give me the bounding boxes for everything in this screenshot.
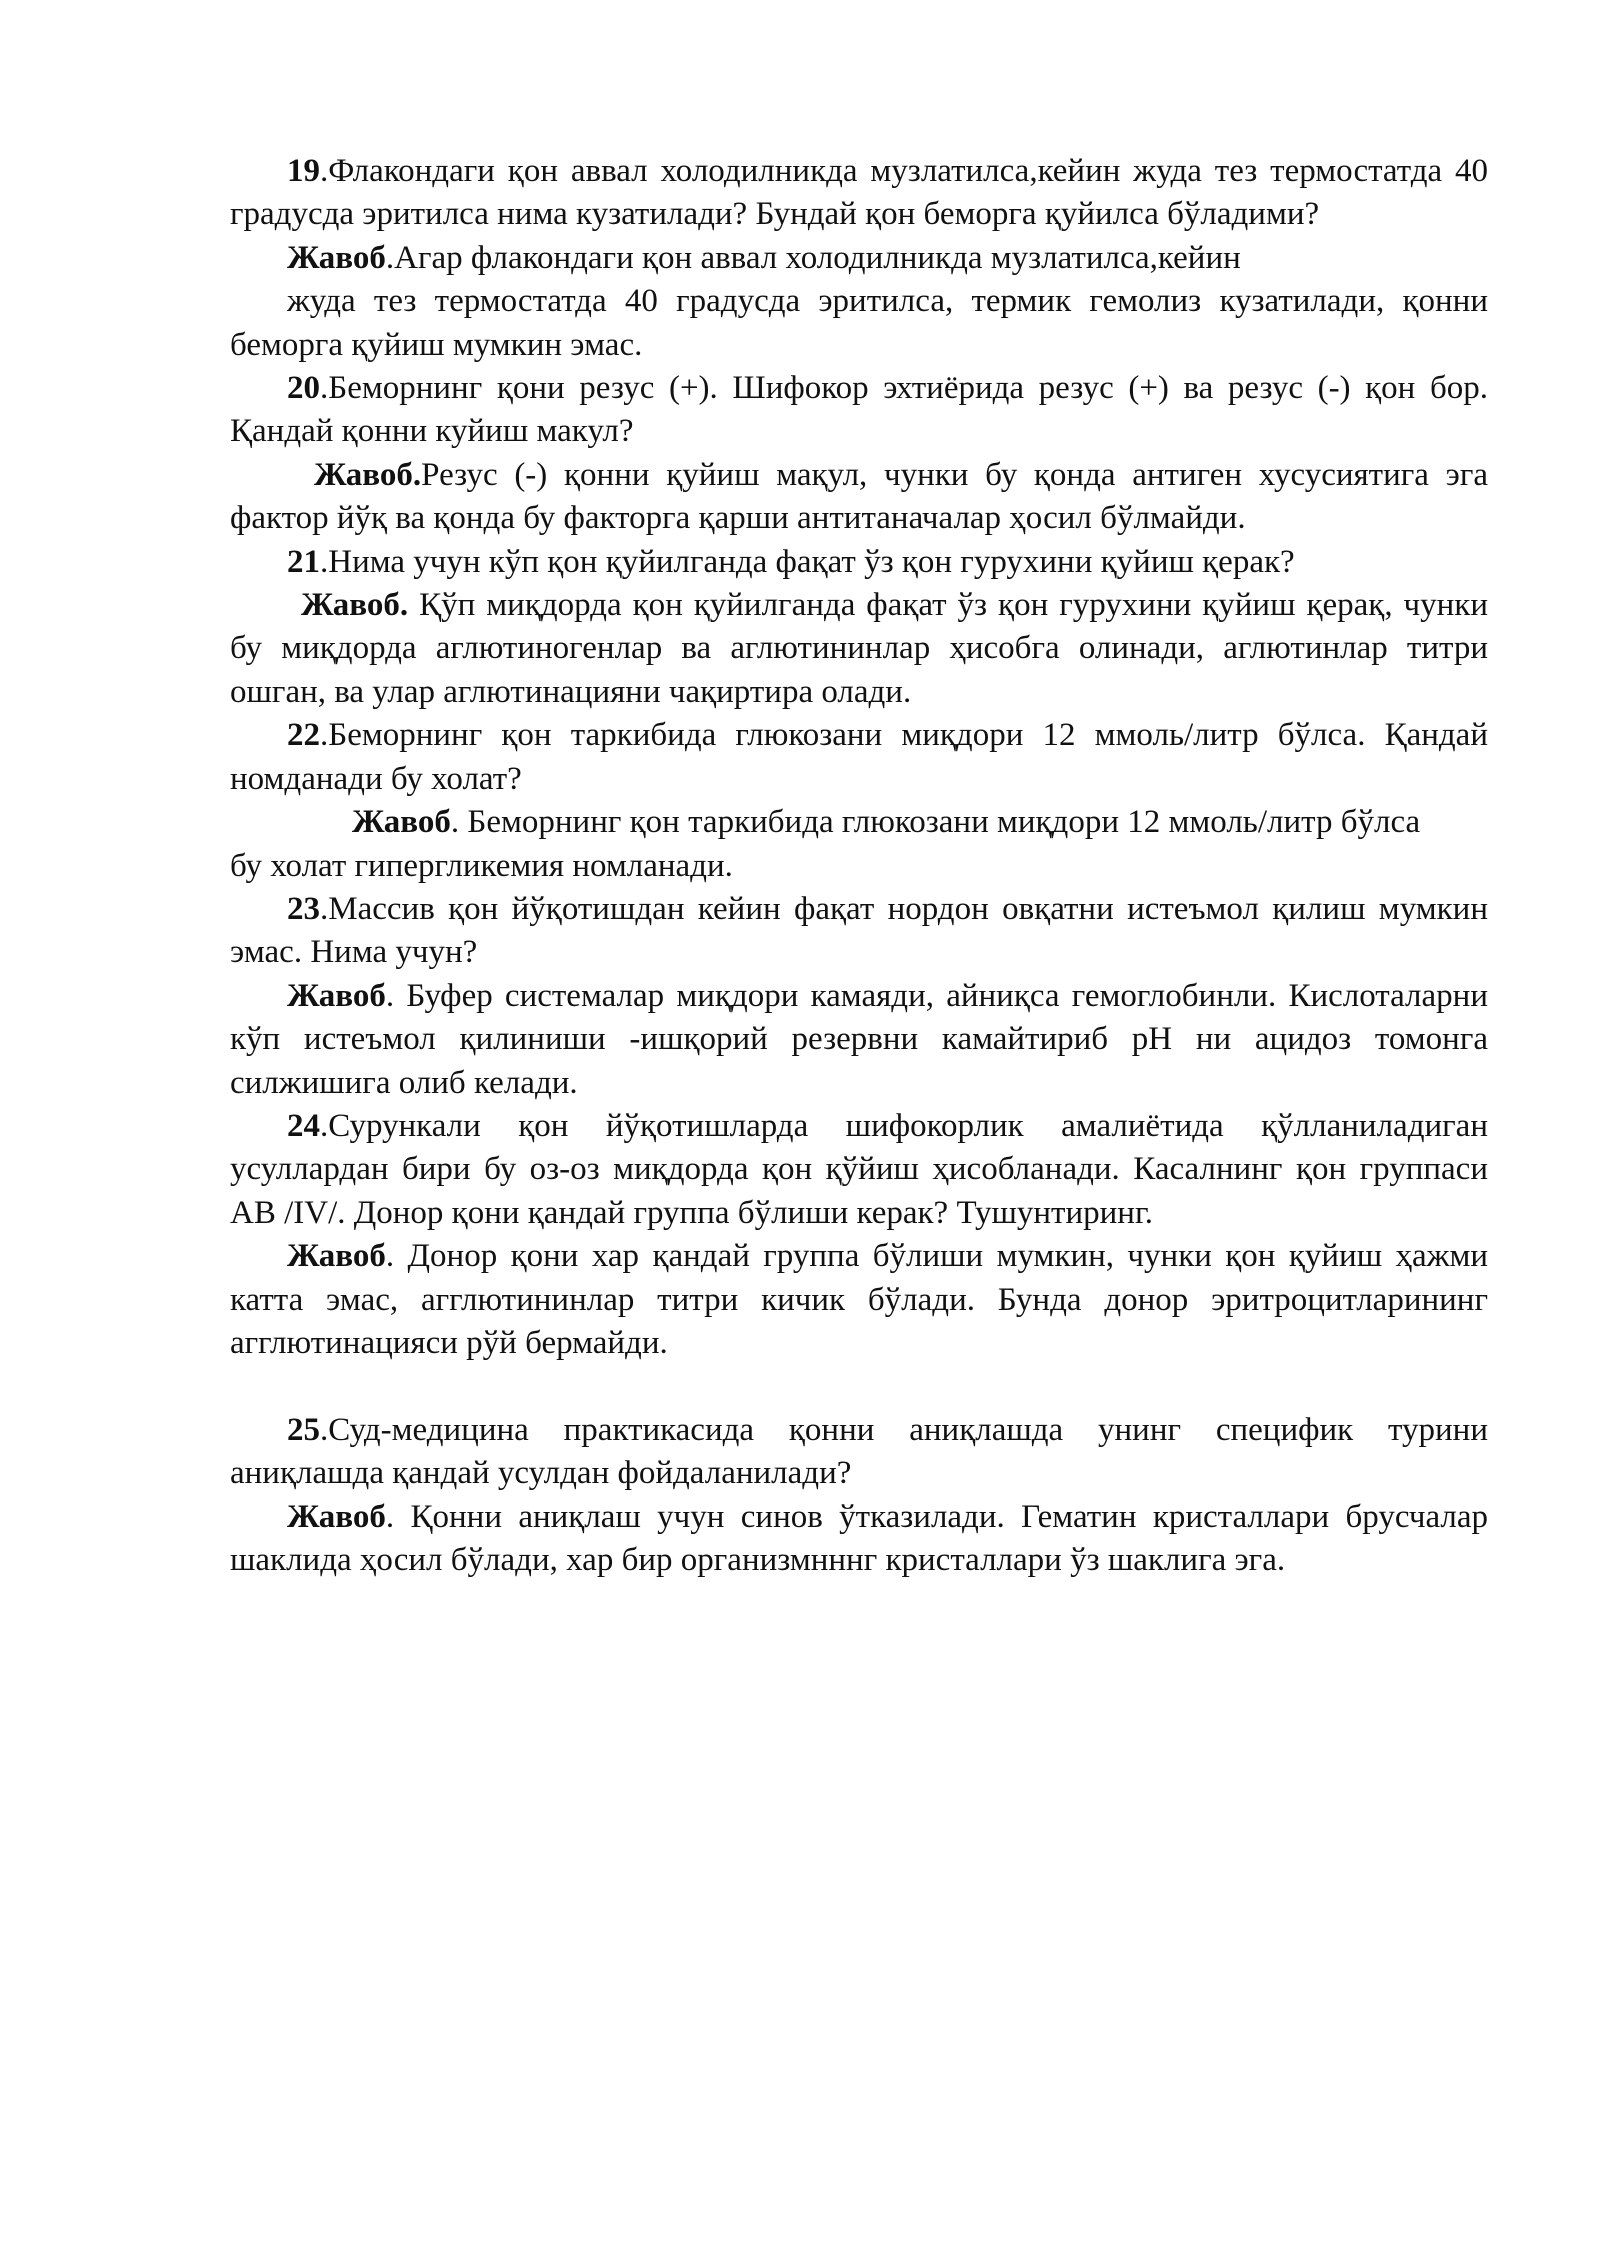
- answer-21: [230, 584, 1488, 714]
- answer-text: . Қонни аниқлаш учун синов ўтказилади. Гематин кристаллари брусчалар шаклида ҳосил бўлади, хар бир организмнннг кристаллари ўз шаклига эга.: [230, 1498, 1488, 1578]
- question-text: .Нима учун кўп қон қуйилганда фақат ўз қон гурухини қуйиш қерак?: [320, 543, 1295, 580]
- blank-line: [230, 1365, 1488, 1408]
- answer-label: Жавоб: [287, 239, 386, 276]
- question-19: [230, 150, 1488, 237]
- question-number: 25: [287, 1411, 320, 1448]
- question-number: 24: [287, 1107, 320, 1144]
- answer-text: . Донор қони хар қандай группа бўлиши мумкин, чунки қон қуйиш ҳажми катта эмас, агглютининлар титри кичик бўлади. Бунда донор эритроцитларининг агглютинацияси рўй бермайди.: [230, 1238, 1488, 1361]
- answer-text: Қўп миқдорда қон қуйилганда фақат ўз қон гурухини қуйиш қерақ, чунки бу миқдорда аглютиногенлар ва аглютининлар ҳисобга олинади, аглютинлар титри ошган, ва улар аглютинацияни чақиртира олади.: [230, 587, 1488, 710]
- question-25: [230, 1409, 1488, 1496]
- answer-20: [230, 454, 1488, 541]
- question-21: [230, 541, 1488, 584]
- answer-text: . Беморнинг қон таркибида глюкозани миқдори 12 ммоль/литр бўлса: [450, 804, 1421, 841]
- answer-22-head: [230, 801, 1488, 844]
- answer-text: жуда тез термостатда 40 градусда эритилса, термик гемолиз кузатилади, қонни беморга қуйиш мумкин эмас.: [230, 283, 1488, 363]
- answer-24: [230, 1235, 1488, 1365]
- question-text: .Суд-медицина практикасида қонни аниқлашда унинг специфик турини аниқлашда қандай усулдан фойдаланилади?: [230, 1411, 1488, 1492]
- question-text: .Беморнинг қони резус (+). Шифокор эхтиёрида резус (+) ва резус (-) қон бор. Қандай қонни куйиш макул?: [230, 370, 1488, 450]
- answer-text: .Агар флакондаги қон аввал холодилникда музлатилса,кейин: [385, 239, 1241, 276]
- document-page: [230, 150, 1488, 1582]
- question-text: .Флакондаги қон аввал холодилникда музлатилса,кейин жуда тез термостатда 40 градусда эритилса нима кузатилади? Бундай қон беморга қуйилса бўладими?: [230, 153, 1488, 233]
- answer-label: Жавоб: [287, 1498, 386, 1535]
- question-text: .Беморнинг қон таркибида глюкозани миқдори 12 ммоль/литр бўлса. Қандай номданади бу холат?: [230, 717, 1488, 797]
- answer-25: [230, 1496, 1488, 1583]
- answer-label: Жавоб: [287, 977, 386, 1014]
- answer-22-rest: [230, 845, 1488, 888]
- answer-text: бу холат гипергликемия номланади.: [230, 847, 733, 884]
- question-number: 20: [287, 370, 320, 407]
- question-text: .Сурункали қон йўқотишларда шифокорлик амалиётида қўлланиладиган усуллардан бири бу оз-оз миқдорда қон қўйиш ҳисобланади. Касалнинг қон группаси АВ /IV/. Донор қони қандай группа бўлиши керак? Тушунтиринг.: [230, 1107, 1488, 1231]
- question-24: [230, 1105, 1488, 1235]
- answer-label: Жавоб.: [314, 456, 422, 493]
- answer-text: Резус (-) қонни қуйиш мақул, чунки бу қонда антиген хусусиятига эга фактор йўқ ва қонда бу факторга қарши антитаначалар ҳосил бўлмайди.: [230, 456, 1488, 537]
- question-20: [230, 367, 1488, 454]
- answer-text: . Буфер системалар миқдори камаяди, айниқса гемоглобинли. Кислоталарни кўп истеъмол қилиниши -ишқорий резервни камайтириб pH ни ацидоз томонга силжишига олиб келади.: [230, 977, 1488, 1101]
- question-22: [230, 714, 1488, 801]
- question-number: 23: [287, 890, 320, 927]
- answer-19-rest: [230, 280, 1488, 367]
- question-number: 19: [287, 153, 320, 189]
- answer-label: Жавоб: [287, 1238, 386, 1275]
- answer-19-head: [230, 237, 1488, 280]
- question-number: 21: [287, 543, 320, 580]
- question-text: .Массив қон йўқотишдан кейин фақат нордон овқатни истеъмол қилиш мумкин эмас. Нима учун?: [230, 890, 1488, 971]
- answer-label: Жавоб: [352, 804, 451, 841]
- question-number: 22: [287, 717, 320, 754]
- question-23: [230, 888, 1488, 975]
- answer-label: Жавоб.: [301, 587, 409, 624]
- answer-23: [230, 975, 1488, 1105]
